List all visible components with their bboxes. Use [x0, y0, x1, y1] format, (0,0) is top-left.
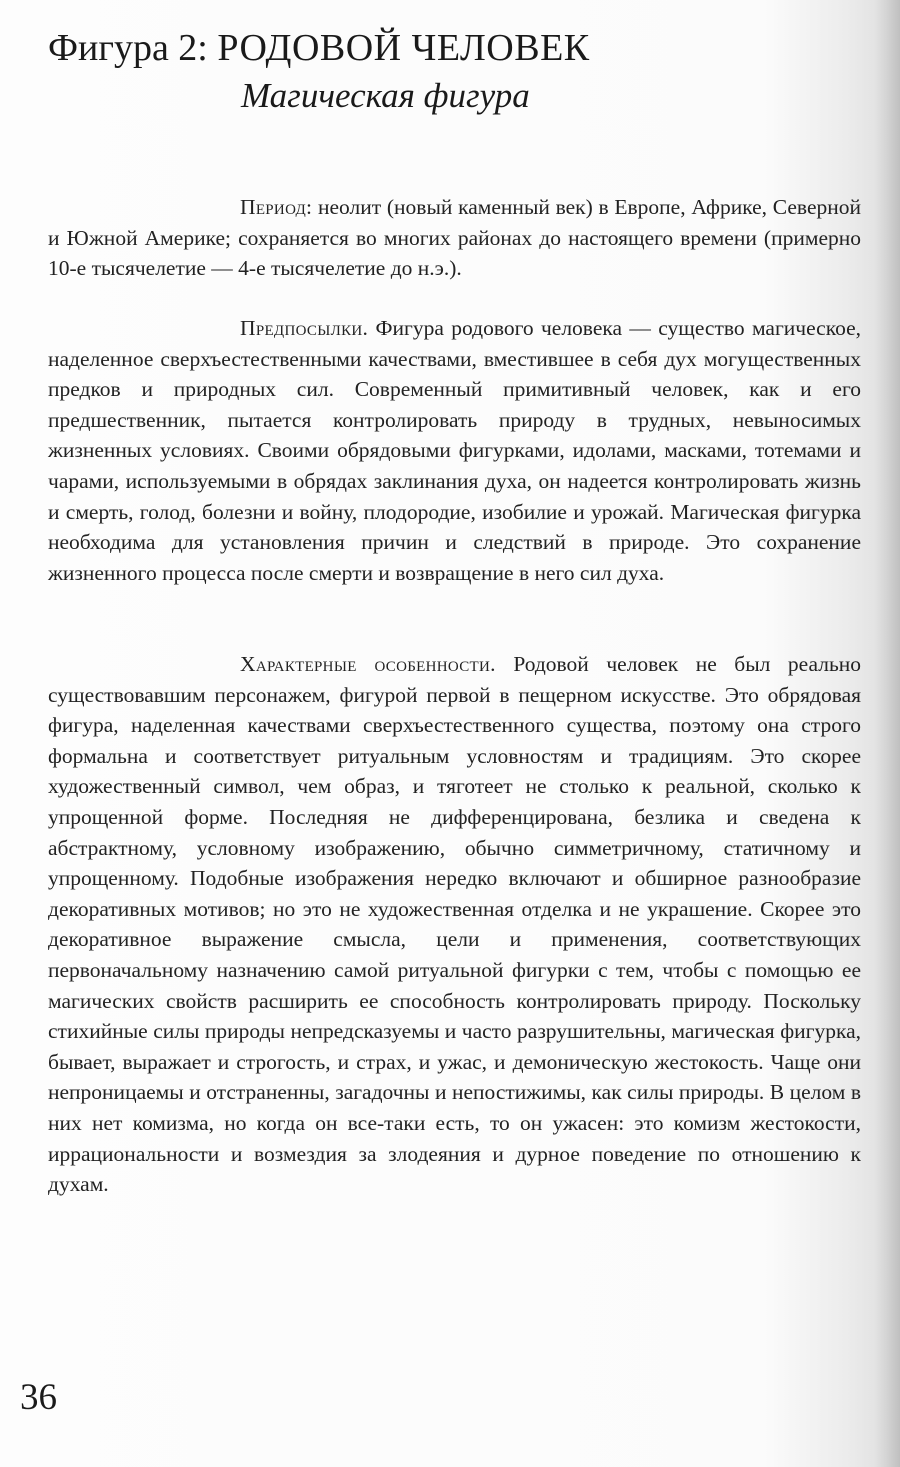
figure-title: РОДОВОЙ ЧЕЛОВЕК	[217, 27, 590, 69]
premises-text: Фигура родового человека — существо магическое, наделенное сверхъестественными качествами, вместившее в себя дух могущественных предков и природных сил. Современный примитивный человек, как и его предшественник, пытается контролировать природу в трудных, невыносимых жизненных условиях. Своими обрядовыми фигурками, идолами, масками, тотемами и чарами, используемыми в обрядах заклинания духа, он надеется контролировать жизнь и смерть, голод, болезни и войну, плодородие, изобилие и урожай. Магическая фигурка необходима для установления причин и следствий в природе. Это сохранение жизненного процесса после смерти и возвращение в него сил духа.	[48, 316, 861, 585]
chapter-subtitle: Магическая фигура	[241, 76, 530, 115]
features-label: Характерные особенности.	[240, 652, 496, 676]
page-edge-shadow	[874, 0, 900, 1467]
period-label: Период:	[240, 195, 313, 219]
features-paragraph	[48, 649, 861, 1200]
features-text: Родовой человек не был реально существовавшим персонажем, фигурой первой в пещерном искусстве. Это обрядовая фигура, наделенная качествами сверхъестественного существа, поэтому она строго формальна и соответствует ритуальным условностям и традициям. Это скорее художественный символ, чем образ, и тяготеет не столько к реальной, сколько к упрощенной форме. Последняя не дифференцирована, безлика и сведена к абстрактному, условному изображению, обычно симметричному, статичному и упрощенному. Подобные изображения нередко включают и обширное разнообразие декоративных мотивов; но это не художественная отделка и не украшение. Скорее это декоративное выражение смысла, цели и применения, соответствующих первоначальному назначению самой ритуальной фигурки с тем, чтобы с помощью ее магических свойств расширить ее способность контролировать природу. Поскольку стихийные силы природы непредсказуемы и часто разрушительны, магическая фигурка, бывает, выражает и строгость, и страх, и ужас, и демоническую жестокость. Чаще они непроницаемы и отстраненны, загадочны и непостижимы, как силы природы. В целом в них нет комизма, но когда он все-таки есть, то он ужасен: это комизм жестокости, иррациональности и возмездия за злодеяния и дурное поведение по отношению к духам.	[48, 652, 862, 1197]
page-number: 36	[20, 1377, 57, 1418]
chapter-title	[48, 26, 590, 70]
premises-label: Предпосылки.	[240, 316, 369, 340]
premises-paragraph	[48, 313, 861, 588]
period-paragraph	[48, 192, 861, 284]
figure-number: Фигура 2:	[48, 27, 208, 69]
period-text: неолит (новый каменный век) в Европе, Африке, Северной и Южной Америке; сохраняется во многих районах до настоящего времени (примерно 10-е тысячелетие — 4-е тысячелетие до н.э.).	[48, 195, 862, 281]
